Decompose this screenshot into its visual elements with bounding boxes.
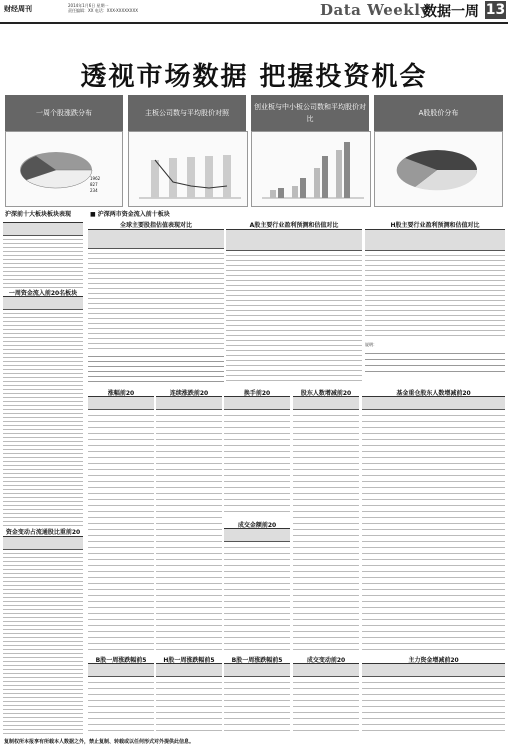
bar-line-chart-1	[129, 132, 247, 206]
sec-fund-change: 资金变动占流通股比重前20	[5, 529, 81, 536]
sec-rise-top20: 涨幅前20	[107, 390, 135, 397]
sec-fund-holders-change: 基金重仓股东人数增减前20	[396, 390, 471, 397]
table-holders-change	[293, 396, 359, 651]
bar-panel-2	[251, 131, 371, 207]
sec-top10-boards: 沪深前十大板块板块表现	[5, 211, 72, 218]
table-rise-top20	[88, 396, 154, 651]
h-share-notes	[365, 342, 505, 372]
pie-value-3: 234	[90, 188, 98, 193]
global-index-note	[88, 352, 224, 382]
band-gem-sme: 创业板与中小板公司数和平均股价对比	[251, 95, 369, 131]
table-fund-inflow	[3, 296, 83, 527]
table-h-week	[156, 663, 222, 734]
issue-date: 2014年1月6日 星期一	[68, 3, 109, 8]
table-b-week-1	[88, 663, 154, 734]
page-header	[0, 0, 508, 24]
page-number: 13	[485, 2, 506, 18]
sec-h-share-industry: H股主要行业盈利预测和估值对比	[390, 222, 480, 229]
pie-value-2: 827	[90, 182, 98, 187]
band-price-distribution: A股股价分布	[374, 95, 503, 131]
sec-holders-change: 股东人数增减前20	[300, 390, 352, 397]
table-h-share-industry	[365, 229, 505, 340]
sec-h-week: H股一周涨跌幅前5	[163, 657, 215, 664]
table-fund-change	[3, 536, 83, 737]
sec-b-week-1: B股一周涨跌幅前5	[95, 657, 147, 664]
table-consecutive-top20	[156, 396, 222, 651]
table-top10-boards	[3, 222, 83, 288]
sec-main-fund-change: 主力资金增减前20	[408, 657, 459, 664]
bar-chart-2	[252, 132, 370, 206]
notes-label: 说明：	[365, 342, 377, 347]
pie-value-1: 1962	[90, 176, 101, 181]
masthead-logo: 财经周刊	[4, 5, 32, 13]
pie-chart-2	[375, 132, 502, 206]
band-main-board: 主板公司数与平均股价对照	[128, 95, 246, 131]
sec-b-week-2: B股一周涨跌幅前5	[231, 657, 283, 664]
issue-editor: 责任编辑：XX 电话：XXX-XXXXXXXX	[68, 8, 138, 13]
table-turnover-top20	[224, 396, 290, 517]
sec-global-index: 全球主要股指估值表现对比	[119, 222, 192, 229]
sec-fund-board: ■ 沪深两市资金流入前十板块	[90, 211, 170, 218]
sec-volume-top20: 成交金额前20	[237, 522, 277, 529]
pie-panel-1	[5, 131, 123, 207]
issue-info	[68, 3, 138, 13]
pie-chart-1	[6, 132, 122, 206]
table-fund-holders-change	[362, 396, 505, 651]
footer-disclaimer: 复制权所本报享有所载本人数据之外，禁止复制、转载或以任何形式对外提供此信息。	[4, 739, 195, 745]
pie-legend	[90, 176, 100, 194]
sec-consecutive-top20: 连续涨跌前20	[169, 390, 209, 397]
table-a-share-industry	[226, 229, 362, 385]
bar-line-panel-1	[128, 131, 248, 207]
table-volume-change	[293, 663, 359, 734]
sec-turnover-top20: 换手前20	[243, 390, 271, 397]
pie-panel-2	[374, 131, 503, 207]
section-title-cn: 数据一周	[423, 4, 479, 20]
table-b-week-2	[224, 663, 290, 734]
page-title: 透视市场数据 把握投资机会	[80, 62, 428, 92]
sec-a-share-industry: A股主要行业盈利预测和估值对比	[249, 222, 339, 229]
sec-volume-change: 成交变动前20	[306, 657, 346, 664]
sec-fund-inflow: 一周资金流入前20名板块	[8, 290, 78, 297]
table-global-index	[88, 229, 224, 350]
table-main-fund-change	[362, 663, 505, 734]
table-volume-top20	[224, 528, 290, 651]
section-title-en: Data Weekly	[320, 1, 430, 19]
band-stock-distribution: 一周个股涨跌分布	[5, 95, 123, 131]
